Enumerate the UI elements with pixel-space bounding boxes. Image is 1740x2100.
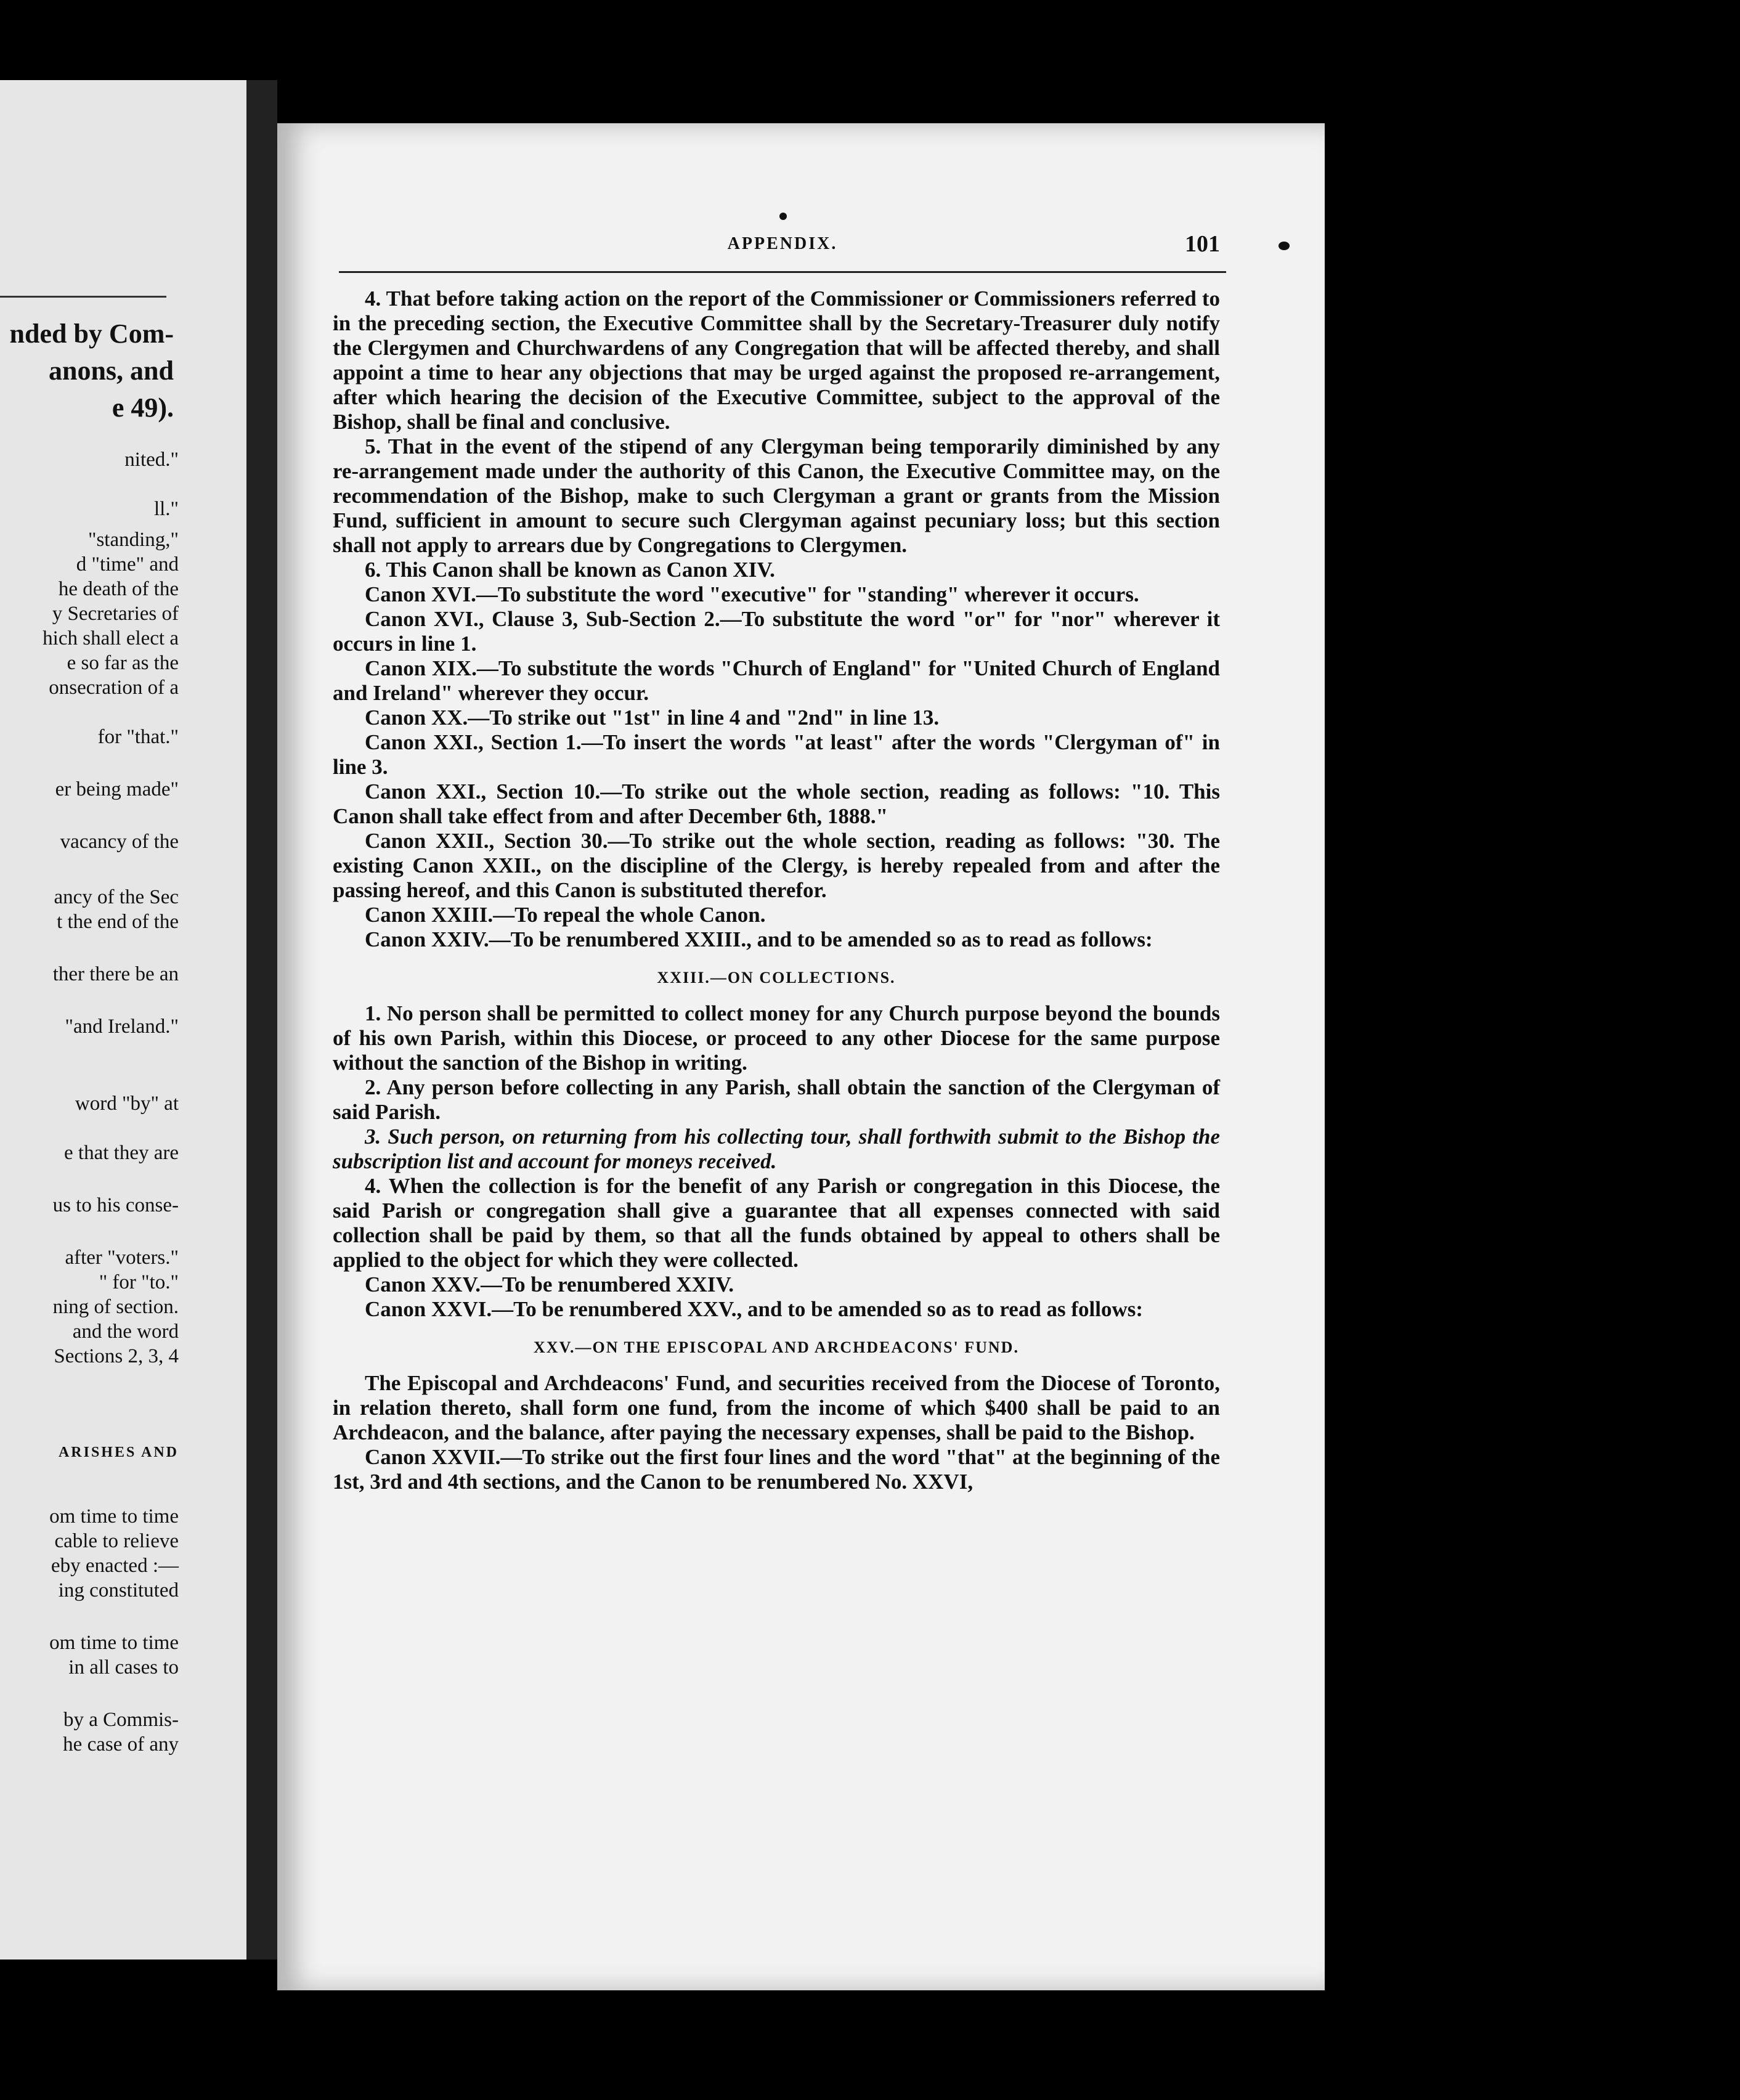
paragraph: Canon XIX.—To substitute the words "Church of England" for "United Church of England and Ireland" wherever they occur. (333, 656, 1220, 705)
paragraph: The Episcopal and Archdeacons' Fund, and securities received from the Diocese of Toronto, in relation thereto, shall form one fund, from the income of which $400 shall be paid to an Archdeacon, and the balance, after paying the necessary expenses, shall be paid to the Bishop. (333, 1371, 1220, 1444)
page-body (333, 287, 1220, 1494)
left-page (0, 80, 250, 1960)
paragraph: Canon XXVI.—To be renumbered XXV., and to be amended so as to read as follows: (365, 1297, 1144, 1321)
left-page-text-fragment: ther there be an (52, 963, 179, 985)
left-page-text-fragment: us to his conse- (52, 1194, 179, 1216)
page-header (345, 228, 1220, 265)
left-page-text-fragment: onsecration of a (49, 677, 179, 699)
left-page-text-fragment: "and Ireland." (65, 1015, 179, 1038)
section-heading: XXIII.—ON COLLECTIONS. (657, 969, 896, 987)
paragraph: Canon XX.—To strike out "1st" in line 4 and "2nd" in line 13. (365, 706, 940, 730)
left-page-text-fragment: om time to time (49, 1505, 179, 1528)
page-number: 101 (1185, 231, 1220, 257)
left-page-text-fragment: e 49). (112, 393, 174, 423)
paragraph: Canon XXII., Section 30.—To strike out the whole section, reading as follows: "30. The existing Canon XXII., on the discipline of the Clergy, is hereby repealed from and after the passing hereof, and this Canon is substituted therefor. (333, 829, 1220, 902)
left-page-text-fragment: he death of the (58, 578, 179, 600)
left-page-text-fragment: after "voters." (65, 1247, 179, 1269)
left-page-text-fragment: ning of section. (52, 1296, 179, 1318)
paragraph: Canon XVI., Clause 3, Sub-Section 2.—To substitute the word "or" for "nor" wherever it occurs in line 1. (333, 607, 1220, 656)
left-page-text-fragment: he case of any (63, 1733, 179, 1756)
left-page-text-fragment: eby enacted :— (51, 1555, 179, 1577)
left-page-text-fragment: word "by" at (75, 1093, 179, 1115)
left-page-text-fragment: ing constituted (58, 1579, 179, 1601)
left-page-text-fragment: and the word (72, 1321, 179, 1343)
left-page-text-fragment: " for "to." (99, 1271, 179, 1293)
left-page-text-fragment: vacancy of the (60, 831, 179, 853)
left-page-rule (0, 296, 166, 298)
left-page-text-fragment: "standing," (87, 529, 179, 551)
left-page-text-fragment: for "that." (97, 726, 179, 748)
paragraph: 1. No person shall be permitted to collect money for any Church purpose beyond the bounds of his own Parish, within this Diocese, or proceed to any other Diocese for the same purpose without the sanction of the Bishop in writing. (333, 1001, 1220, 1075)
left-page-text-fragment: Sections 2, 3, 4 (54, 1345, 179, 1367)
left-page-text-fragment: cable to relieve (54, 1530, 179, 1552)
left-page-text-fragment: om time to time (49, 1632, 179, 1654)
left-page-text-fragment: ARISHES AND (58, 1444, 179, 1460)
paragraph: Canon XVI.—To substitute the word "executive" for "standing" wherever it occurs. (365, 582, 1139, 606)
paragraph: 6. This Canon shall be known as Canon XIV. (365, 558, 775, 582)
left-page-text-fragment: e so far as the (67, 652, 179, 674)
paragraph: Canon XXIII.—To repeal the whole Canon. (365, 903, 766, 927)
paragraph: 5. That in the event of the stipend of any Clergyman being temporarily diminished by any re-arrangement made under the authority of this Canon, the Executive Committee may, on the recommendation of the Bishop, make to such Clergyman a grant or grants from the Mission Fund, sufficient in amount to secure such Clergyman against pecuniary loss; but this section shall not apply to arrears due by Congregations to Clergymen. (333, 434, 1220, 557)
left-page-text-fragment: d "time" and (76, 553, 179, 576)
left-page-text-fragment: t the end of the (57, 911, 179, 933)
left-page-text-fragment: in all cases to (68, 1656, 179, 1679)
left-page-text-fragment: nded by Com- (9, 319, 174, 349)
paragraph: 4. When the collection is for the benefit of any Parish or congregation in this Diocese, the said Parish or congregation shall give a guarantee that all expenses connected with said collection shall be paid by them, so that all the funds obtained by appeal to others shall be applied to the object for which they were collected. (333, 1174, 1220, 1272)
running-title: APPENDIX. (727, 234, 838, 253)
left-page-text-fragment: by a Commis- (63, 1709, 179, 1731)
ink-spot (779, 213, 787, 220)
left-page-text-fragment: er being made" (55, 778, 179, 800)
left-page-text-fragment: ancy of the Sec (54, 886, 179, 908)
paragraph: Canon XXI., Section 1.—To insert the words "at least" after the words "Clergyman of" in line 3. (333, 730, 1220, 779)
book-gutter (246, 80, 277, 1960)
paragraph: Canon XXIV.—To be renumbered XXIII., and to be amended so as to read as follows: (365, 927, 1153, 951)
header-rule (339, 271, 1226, 273)
right-page (277, 123, 1325, 1990)
left-page-text-fragment: anons, and (48, 356, 174, 386)
section-heading: XXV.—ON THE EPISCOPAL AND ARCHDEACONS' FUND. (534, 1338, 1019, 1356)
paragraph: 2. Any person before collecting in any Parish, shall obtain the sanction of the Clergyman of said Parish. (333, 1075, 1220, 1124)
paragraph: 4. That before taking action on the report of the Commissioner or Commissioners referred to in the preceding section, the Executive Committee shall by the Secretary-Treasurer duly notify the Clergymen and Churchwardens of any Congregation that will be affected thereby, and shall appoint a time to hear any objections that may be urged against the proposed re-arrangement, after which hearing the decision of the Executive Committee, subject to the approval of the Bishop, shall be final and conclusive. (333, 287, 1220, 434)
left-page-text-fragment: e that they are (64, 1142, 179, 1164)
left-page-text-fragment: y Secretaries of (52, 603, 179, 625)
left-page-text-fragment: nited." (124, 449, 179, 471)
left-page-text-fragment: ll." (153, 498, 179, 520)
paragraph: 3. Such person, on returning from his collecting tour, shall forthwith submit to the Bishop the subscription list and account for moneys received. (333, 1125, 1220, 1173)
left-page-text-fragment: hich shall elect a (43, 627, 179, 649)
ink-spot (1279, 242, 1290, 250)
paragraph: Canon XXV.—To be renumbered XXIV. (365, 1272, 734, 1296)
paragraph: Canon XXI., Section 10.—To strike out the whole section, reading as follows: "10. This Canon shall take effect from and after December 6th, 1888." (333, 779, 1220, 828)
paragraph: Canon XXVII.—To strike out the first four lines and the word "that" at the beginning of the 1st, 3rd and 4th sections, and the Canon to be renumbered No. XXVI, (333, 1445, 1220, 1494)
